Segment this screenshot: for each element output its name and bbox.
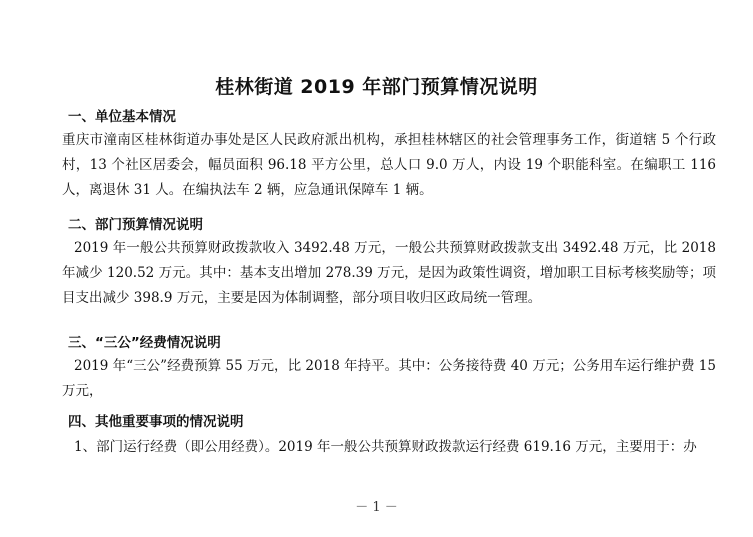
section-heading-budget: 二、部门预算情况说明 xyxy=(68,217,203,233)
document-title: 桂林街道 2019 年部门预算情况说明 xyxy=(215,76,538,98)
section-paragraph-other-matters: 1、部门运行经费（即公用经费）。2019 年一般公共预算财政拨款运行经费 619.16 万元，主要用于：办 xyxy=(74,439,697,455)
page-number: － 1 － xyxy=(355,500,398,515)
section-heading-unit-basic-info: 一、单位基本情况 xyxy=(68,109,176,125)
section-heading-other-matters: 四、其他重要事项的情况说明 xyxy=(68,414,244,430)
section-paragraph-three-public: 2019 年“三公”经费预算 55 万元，比 2018 年持平。其中：公务接待费 40 万元；公务用车运行维护费 15 万元， xyxy=(62,358,716,399)
section-paragraph-unit-basic-info: 重庆市潼南区桂林街道办事处是区人民政府派出机构，承担桂林辖区的社会管理事务工作，街道辖 5 个行政村，13 个社区居委会，幅员面积 96.18 平方公里，总人口 9.0 万人，内设 19 个职能科室。在编职工 116 人，离退休 31 人。在编执法车 2 辆，应急通讯保障车 1 辆。 xyxy=(62,132,716,198)
section-paragraph-budget: 2019 年一般公共预算财政拨款收入 3492.48 万元，一般公共预算财政拨款支出 3492.48 万元，比 2018 年减少 120.52 万元。其中：基本支出增加 278.39 万元，是因为政策性调资，增加职工目标考核奖励等；项目支出减少 398.9 万元，主要是因为体制调整，部分项目收归区政局统一管理。 xyxy=(62,240,716,306)
section-heading-three-public: 三、“三公”经费情况说明 xyxy=(68,335,221,351)
